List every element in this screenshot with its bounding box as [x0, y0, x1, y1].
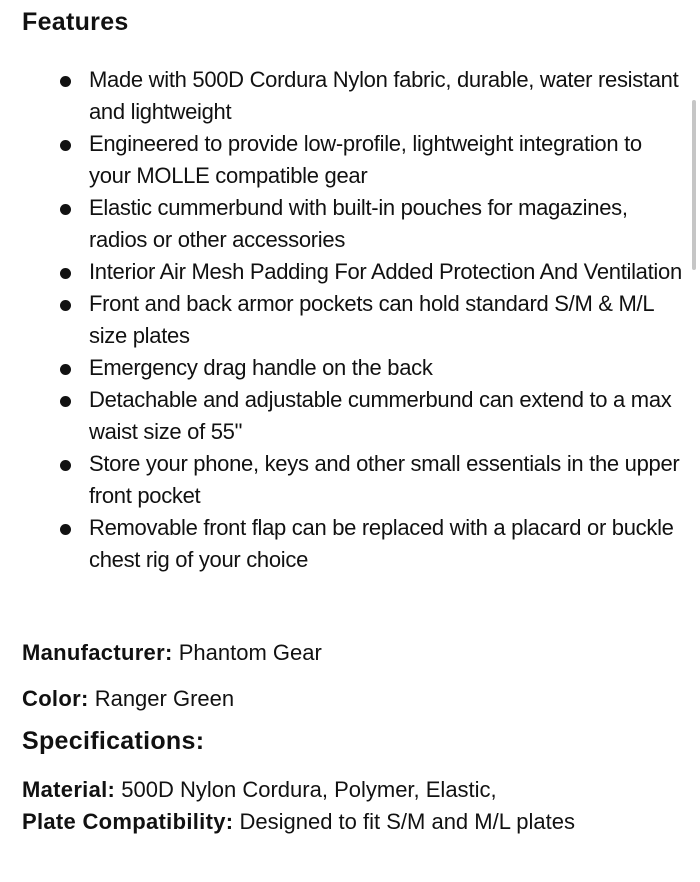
list-item	[22, 384, 682, 448]
bullet-icon	[60, 76, 71, 87]
feature-text: Made with 500D Cordura Nylon fabric, durable, water resistant and lightweight	[89, 67, 679, 124]
list-item	[22, 256, 682, 288]
material-line	[22, 774, 497, 806]
plate-compatibility-line	[22, 806, 575, 838]
list-item	[22, 448, 682, 512]
features-list	[22, 64, 682, 576]
list-item	[22, 352, 682, 384]
list-item	[22, 64, 682, 128]
bullet-icon	[60, 524, 71, 535]
color-value: Ranger Green	[94, 686, 235, 711]
manufacturer-label: Manufacturer:	[22, 640, 173, 665]
feature-text: Engineered to provide low-profile, lightweight integration to your MOLLE compatible gear	[89, 131, 642, 188]
feature-text: Front and back armor pockets can hold standard S/M & M/L size plates	[89, 291, 654, 348]
feature-text: Removable front flap can be replaced with a placard or buckle chest rig of your choice	[89, 515, 674, 572]
bullet-icon	[60, 268, 71, 279]
feature-text: Emergency drag handle on the back	[89, 355, 433, 380]
feature-text: Store your phone, keys and other small essentials in the upper front pocket	[89, 451, 680, 508]
material-label: Material:	[22, 777, 116, 802]
feature-text: Detachable and adjustable cummerbund can extend to a max waist size of 55"	[89, 387, 672, 444]
feature-text: Interior Air Mesh Padding For Added Protection And Ventilation	[89, 259, 682, 284]
feature-text: Elastic cummerbund with built-in pouches for magazines, radios or other accessories	[89, 195, 628, 252]
bullet-icon	[60, 300, 71, 311]
list-item	[22, 128, 682, 192]
specifications-heading: Specifications:	[22, 727, 205, 755]
features-heading: Features	[22, 8, 129, 36]
plate-compatibility-value: Designed to fit S/M and M/L plates	[239, 809, 575, 834]
plate-compatibility-label: Plate Compatibility:	[22, 809, 234, 834]
list-item	[22, 288, 682, 352]
list-item	[22, 512, 682, 576]
bullet-icon	[60, 396, 71, 407]
bullet-icon	[60, 204, 71, 215]
manufacturer-line	[22, 637, 322, 669]
bullet-icon	[60, 140, 71, 151]
scrollbar[interactable]	[692, 100, 696, 270]
material-value: 500D Nylon Cordura, Polymer, Elastic,	[121, 777, 497, 802]
bullet-icon	[60, 460, 71, 471]
list-item	[22, 192, 682, 256]
bullet-icon	[60, 364, 71, 375]
manufacturer-value: Phantom Gear	[178, 640, 322, 665]
color-line	[22, 683, 234, 715]
color-label: Color:	[22, 686, 89, 711]
